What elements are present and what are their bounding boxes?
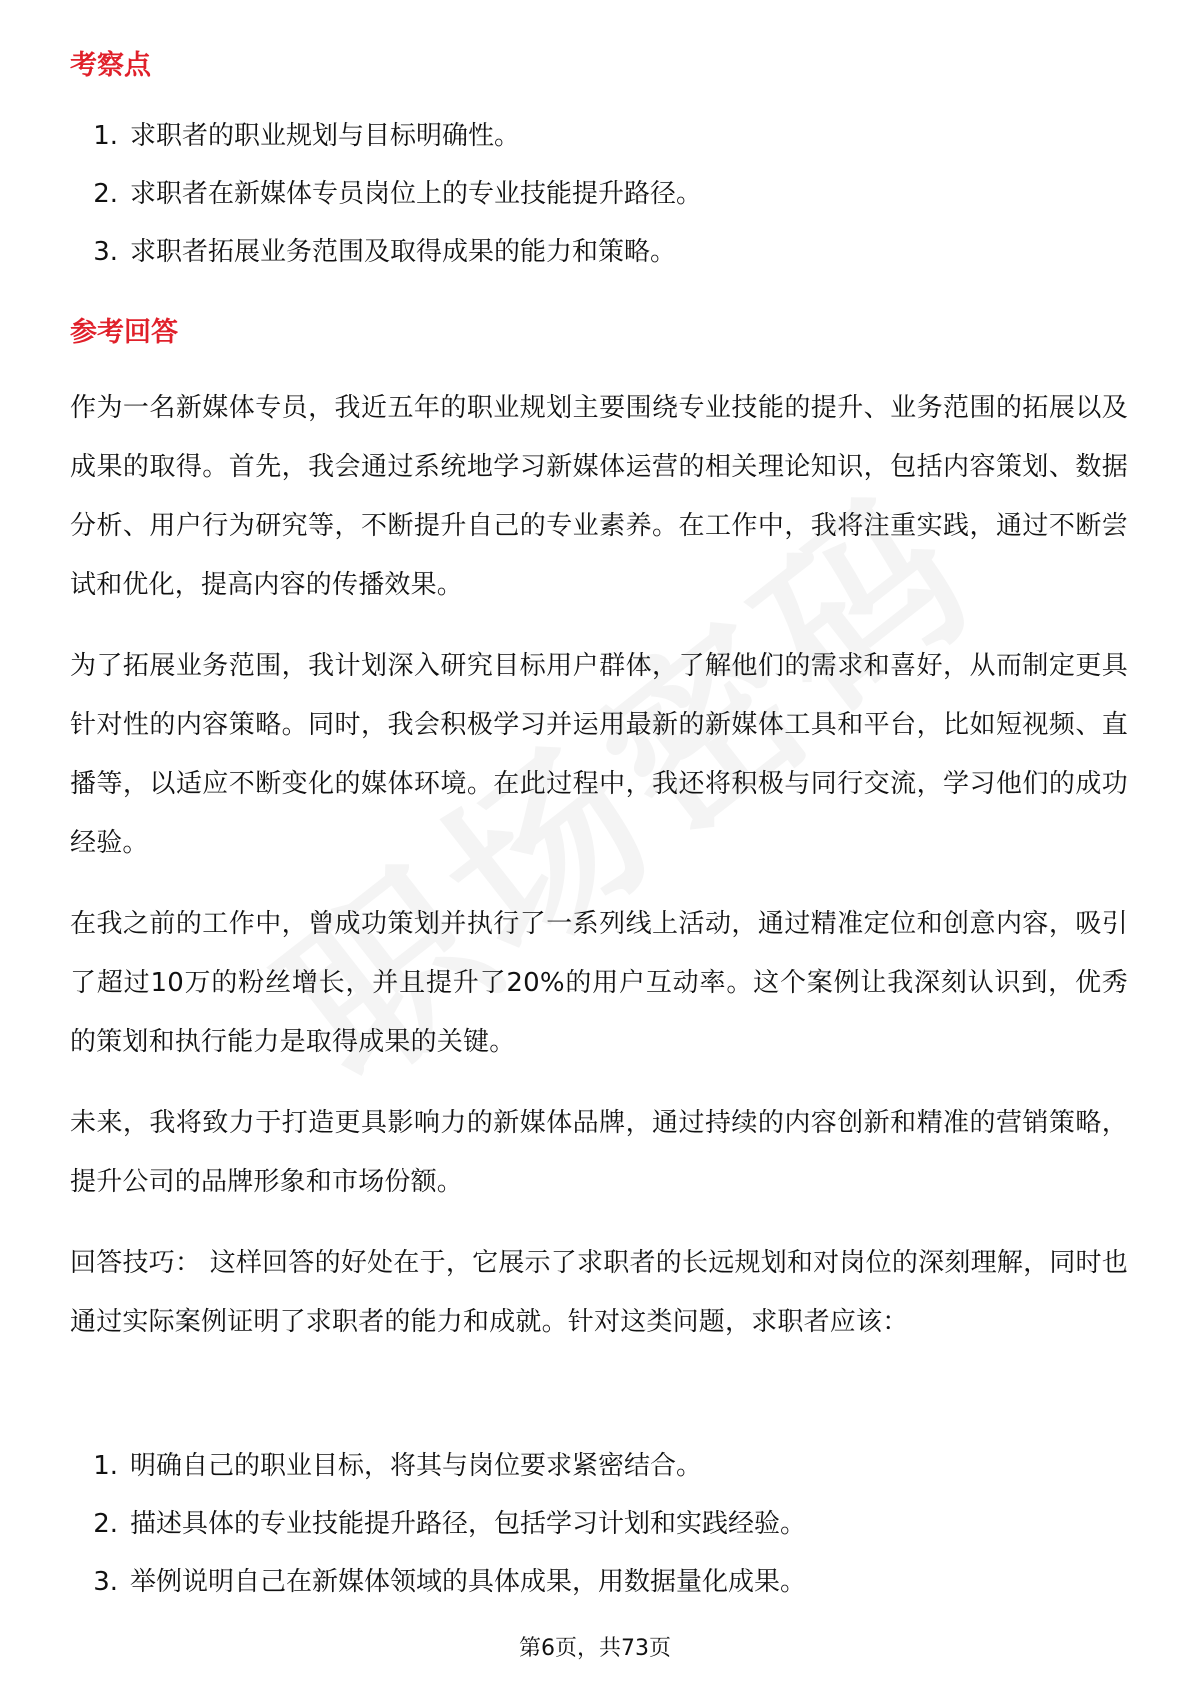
answer-paragraph-1: 作为一名新媒体专员，我近五年的职业规划主要围绕专业技能的提升、业务范围的拓展以及成果的取得。首先，我会通过系统地学习新媒体运营的相关理论知识，包括内容策划、数据分析、用户行为研究等，不断提升自己的专业素养。在工作中，我将注重实践，通过不断尝试和优化，提高内容的传播效果。 xyxy=(70,393,1128,600)
answer-paragraph-2: 为了拓展业务范围，我计划深入研究目标用户群体，了解他们的需求和喜好，从而制定更具针对性的内容策略。同时，我会积极学习并运用最新的新媒体工具和平台，比如短视频、直播等，以适应不断变化的媒体环境。在此过程中，我还将积极与同行交流，学习他们的成功经验。 xyxy=(70,651,1128,858)
list-number: 3. xyxy=(93,237,118,267)
list-number: 3. xyxy=(93,1567,118,1597)
list-item xyxy=(70,1495,1130,1553)
list-item xyxy=(70,1553,1130,1611)
section-heading-cankao: 参考回答 xyxy=(70,317,178,348)
list-number: 2. xyxy=(93,1509,118,1539)
list-item xyxy=(70,223,1130,281)
list-number: 2. xyxy=(93,179,118,209)
list-item xyxy=(70,165,1130,223)
list-item xyxy=(70,107,1130,165)
kaochadian-list xyxy=(70,107,1130,281)
list-text: 描述具体的专业技能提升路径，包括学习计划和实践经验。 xyxy=(130,1509,807,1539)
list-item xyxy=(70,1437,1130,1495)
list-text: 举例说明自己在新媒体领域的具体成果，用数据量化成果。 xyxy=(130,1567,807,1597)
list-text: 求职者拓展业务范围及取得成果的能力和策略。 xyxy=(130,237,677,267)
list-text: 求职者的职业规划与目标明确性。 xyxy=(130,121,521,151)
tips-list xyxy=(70,1437,1130,1611)
answer-tips-paragraph: 回答技巧： 这样回答的好处在于，它展示了求职者的长远规划和对岗位的深刻理解，同时也通过实际案例证明了求职者的能力和成就。针对这类问题，求职者应该： xyxy=(70,1248,1128,1337)
answer-paragraph-3: 在我之前的工作中，曾成功策划并执行了一系列线上活动，通过精准定位和创意内容，吸引了超过10万的粉丝增长，并且提升了20%的用户互动率。这个案例让我深刻认识到，优秀的策划和执行能力是取得成果的关键。 xyxy=(70,909,1128,1057)
section-heading-kaochadian: 考察点 xyxy=(70,50,151,81)
answer-paragraph-4: 未来，我将致力于打造更具影响力的新媒体品牌，通过持续的内容创新和精准的营销策略，提升公司的品牌形象和市场份额。 xyxy=(70,1108,1128,1197)
page-number-footer: 第6页，共73页 xyxy=(519,1636,671,1661)
list-text: 求职者在新媒体专员岗位上的专业技能提升路径。 xyxy=(130,179,703,209)
list-text: 明确自己的职业目标，将其与岗位要求紧密结合。 xyxy=(130,1451,703,1481)
list-number: 1. xyxy=(93,121,118,151)
list-number: 1. xyxy=(93,1451,118,1481)
